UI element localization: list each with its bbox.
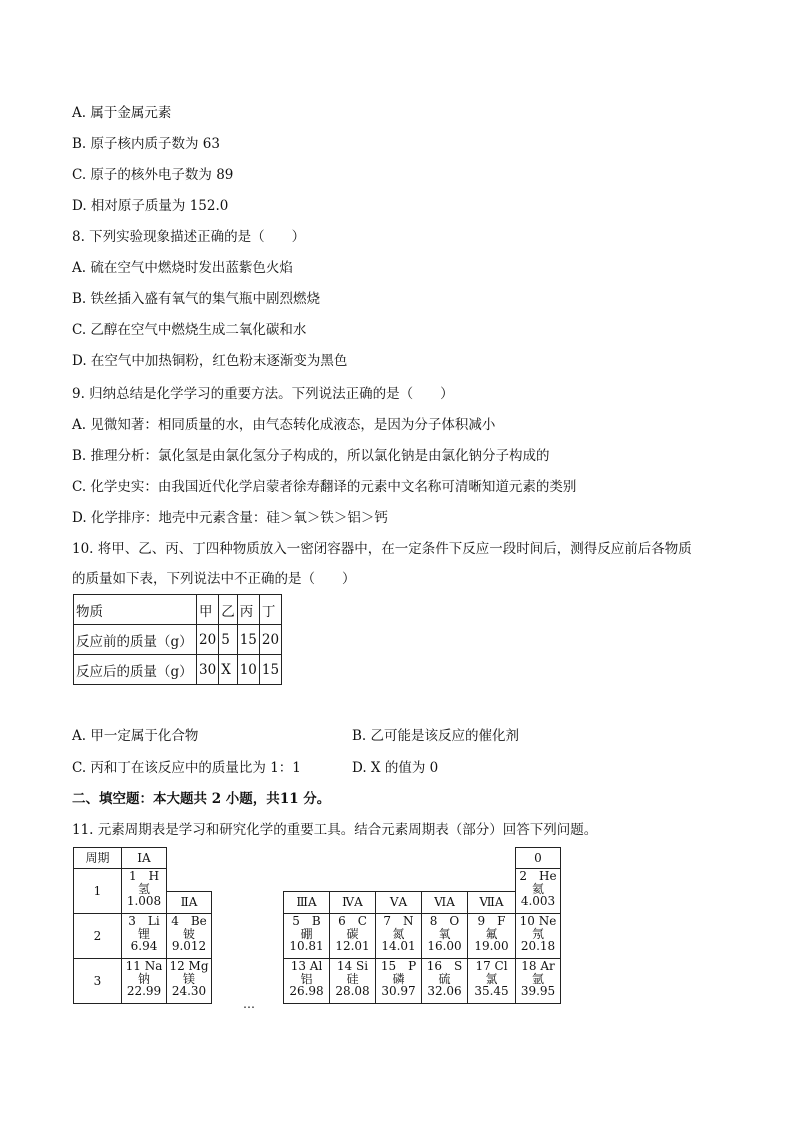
element-number-symbol: 18 Ar (521, 959, 555, 973)
group-ia-header: ⅠA (121, 847, 167, 869)
q8-stem: 8. 下列实验现象描述正确的是（ ） (72, 229, 306, 245)
section-heading-score: 11 (279, 791, 299, 807)
element-name: 氯 (485, 971, 498, 986)
element-n-cell (375, 913, 422, 959)
element-na-cell (121, 958, 167, 1004)
period-3-label: 3 (73, 958, 122, 1004)
element-number-symbol: 4 Be (171, 914, 207, 928)
element-number-symbol: 13 Al (290, 959, 323, 973)
element-number-symbol: 17 Cl (475, 959, 508, 973)
q10-option-a: A. 甲一定属于化合物 (72, 728, 199, 744)
q10-option-b: B. 乙可能是该反应的催化剂 (352, 728, 520, 744)
group-via-header: ⅥA (421, 891, 468, 914)
q10-stem-line2: 的质量如下表，下列说法中不正确的是（ ） (72, 571, 356, 587)
element-mass: 26.98 (289, 984, 324, 998)
element-mass: 4.003 (520, 894, 556, 908)
element-name: 硼 (300, 926, 313, 941)
element-name: 硫 (438, 971, 451, 986)
element-mass: 12.01 (335, 939, 370, 953)
element-mass: 22.99 (126, 984, 162, 998)
element-mass: 6.94 (130, 939, 158, 953)
table-cell: 丙 (237, 595, 259, 625)
group-viia-header: ⅦA (467, 891, 516, 914)
element-mg-cell (166, 958, 212, 1004)
element-mass: 35.45 (474, 984, 509, 998)
element-name: 硅 (346, 971, 359, 986)
element-mass: 1.008 (126, 894, 162, 908)
q7-option-d: D. 相对原子质量为 152.0 (72, 198, 229, 214)
section-heading-count: 2 (211, 791, 222, 807)
element-number-symbol: 15 P (380, 959, 417, 973)
element-p-cell (375, 958, 422, 1004)
group-iia-header: ⅡA (166, 891, 212, 914)
element-number-symbol: 10 Ne (519, 914, 557, 928)
table-ellipsis: … (243, 997, 255, 1011)
element-number-symbol: 7 N (383, 914, 414, 928)
table-cell: 5 (219, 625, 238, 655)
section-heading-prefix: 二、填空题：本大题共 (72, 791, 212, 807)
element-name: 氩 (531, 971, 544, 986)
q10-option-c: C. 丙和丁在该反应中的质量比为 1：1 (72, 760, 301, 776)
element-name: 锂 (137, 926, 150, 941)
element-si-cell (329, 958, 376, 1004)
group-va-header: ⅤA (375, 891, 422, 914)
element-li-cell (121, 913, 167, 959)
period-2-label: 2 (73, 913, 122, 959)
element-he-cell (515, 868, 561, 914)
table-cell: 15 (237, 625, 259, 655)
element-number-symbol: 2 He (519, 869, 557, 883)
q8-option-a: A. 硫在空气中燃烧时发出蓝紫色火焰 (72, 260, 293, 276)
element-number-symbol: 11 Na (125, 959, 163, 973)
element-mass: 30.97 (381, 984, 416, 998)
element-name: 氮 (392, 926, 405, 941)
element-mass: 28.08 (335, 984, 370, 998)
group-iva-header: ⅣA (329, 891, 376, 914)
element-ne-cell (515, 913, 561, 959)
table-cell: 物质 (74, 595, 197, 625)
q9-option-d: D. 化学排序：地壳中元素含量：硅＞氧＞铁＞铝＞钙 (72, 510, 388, 526)
element-number-symbol: 9 F (477, 914, 506, 928)
element-name: 氦 (531, 881, 544, 896)
element-mass: 19.00 (474, 939, 509, 953)
q10-option-d: D. X 的值为 0 (352, 760, 439, 776)
element-ar-cell (515, 958, 561, 1004)
section-heading-suffix: 分。 (298, 791, 331, 807)
q9-option-a: A. 见微知著：相同质量的水，由气态转化成液态，是因为分子体积减小 (72, 417, 496, 433)
table-cell: X (219, 655, 238, 685)
table-cell: 15 (259, 655, 281, 685)
table-cell: 甲 (197, 595, 219, 625)
table-cell: 30 (197, 655, 219, 685)
element-name: 钠 (137, 971, 150, 986)
element-be-cell (166, 913, 212, 959)
table-cell: 乙 (219, 595, 238, 625)
element-name: 碳 (346, 926, 359, 941)
element-number-symbol: 3 Li (128, 914, 160, 928)
period-1-label: 1 (73, 868, 122, 914)
q11-stem: 11. 元素周期表是学习和研究化学的重要工具。结合元素周期表（部分）回答下列问题。 (72, 822, 598, 838)
element-number-symbol: 14 Si (336, 959, 369, 973)
element-mass: 14.01 (381, 939, 416, 953)
element-mass: 16.00 (427, 939, 462, 953)
table-cell: 20 (259, 625, 281, 655)
group-iiia-header: ⅢA (283, 891, 330, 914)
table-cell: 反应后的质量（g） (74, 655, 197, 685)
q9-option-c: C. 化学史实：由我国近代化学启蒙者徐寿翻译的元素中文名称可清晰知道元素的类别 (72, 479, 577, 495)
q7-option-c: C. 原子的核外电子数为 89 (72, 167, 234, 183)
q7-option-a: A. 属于金属元素 (72, 105, 172, 121)
table-cell: 10 (237, 655, 259, 685)
element-name: 铝 (300, 971, 313, 986)
element-name: 氖 (531, 926, 544, 941)
q9-option-b: B. 推理分析：氯化氢是由氯化氢分子构成的，所以氯化钠是由氯化钠分子构成的 (72, 448, 550, 464)
q8-option-b: B. 铁丝插入盛有氧气的集气瓶中剧烈燃烧 (72, 291, 321, 307)
element-name: 铍 (182, 926, 195, 941)
q10-stem-line1: 10. 将甲、乙、丙、丁四种物质放入一密闭容器中，在一定条件下反应一段时间后，测得反应前后各物质 (72, 541, 692, 557)
element-mass: 24.30 (171, 984, 207, 998)
q9-stem: 9. 归纳总结是化学学习的重要方法。下列说法正确的是（ ） (72, 386, 454, 402)
table-cell: 反应前的质量（g） (74, 625, 197, 655)
element-f-cell (467, 913, 516, 959)
section-heading-mid: 小题，共 (221, 791, 280, 807)
element-mass: 39.95 (520, 984, 556, 998)
element-name: 氟 (485, 926, 498, 941)
element-number-symbol: 5 B (292, 914, 321, 928)
table-cell: 20 (197, 625, 219, 655)
element-mass: 20.18 (520, 939, 556, 953)
element-number-symbol: 8 O (429, 914, 460, 928)
element-name: 磷 (392, 971, 405, 986)
element-number-symbol: 12 Mg (169, 959, 209, 973)
element-number-symbol: 6 C (338, 914, 367, 928)
element-h-cell (121, 868, 167, 914)
period-header: 周期 (73, 847, 122, 869)
element-s-cell (421, 958, 468, 1004)
element-name: 氢 (137, 881, 150, 896)
element-number-symbol: 16 S (426, 959, 463, 973)
table-cell: 丁 (259, 595, 281, 625)
element-mass: 32.06 (427, 984, 462, 998)
element-b-cell (283, 913, 330, 959)
q8-option-c: C. 乙醇在空气中燃烧生成二氧化碳和水 (72, 322, 307, 338)
group-zero-header: 0 (515, 847, 561, 869)
element-name: 氧 (438, 926, 451, 941)
q7-option-b: B. 原子核内质子数为 63 (72, 136, 220, 152)
element-mass: 10.81 (289, 939, 324, 953)
q8-option-d: D. 在空气中加热铜粉，红色粉末逐渐变为黑色 (72, 353, 348, 369)
element-al-cell (283, 958, 330, 1004)
element-cl-cell (467, 958, 516, 1004)
element-c-cell (329, 913, 376, 959)
element-mass: 9.012 (171, 939, 207, 953)
element-number-symbol: 1 H (128, 869, 160, 883)
element-name: 镁 (182, 971, 195, 986)
element-o-cell (421, 913, 468, 959)
